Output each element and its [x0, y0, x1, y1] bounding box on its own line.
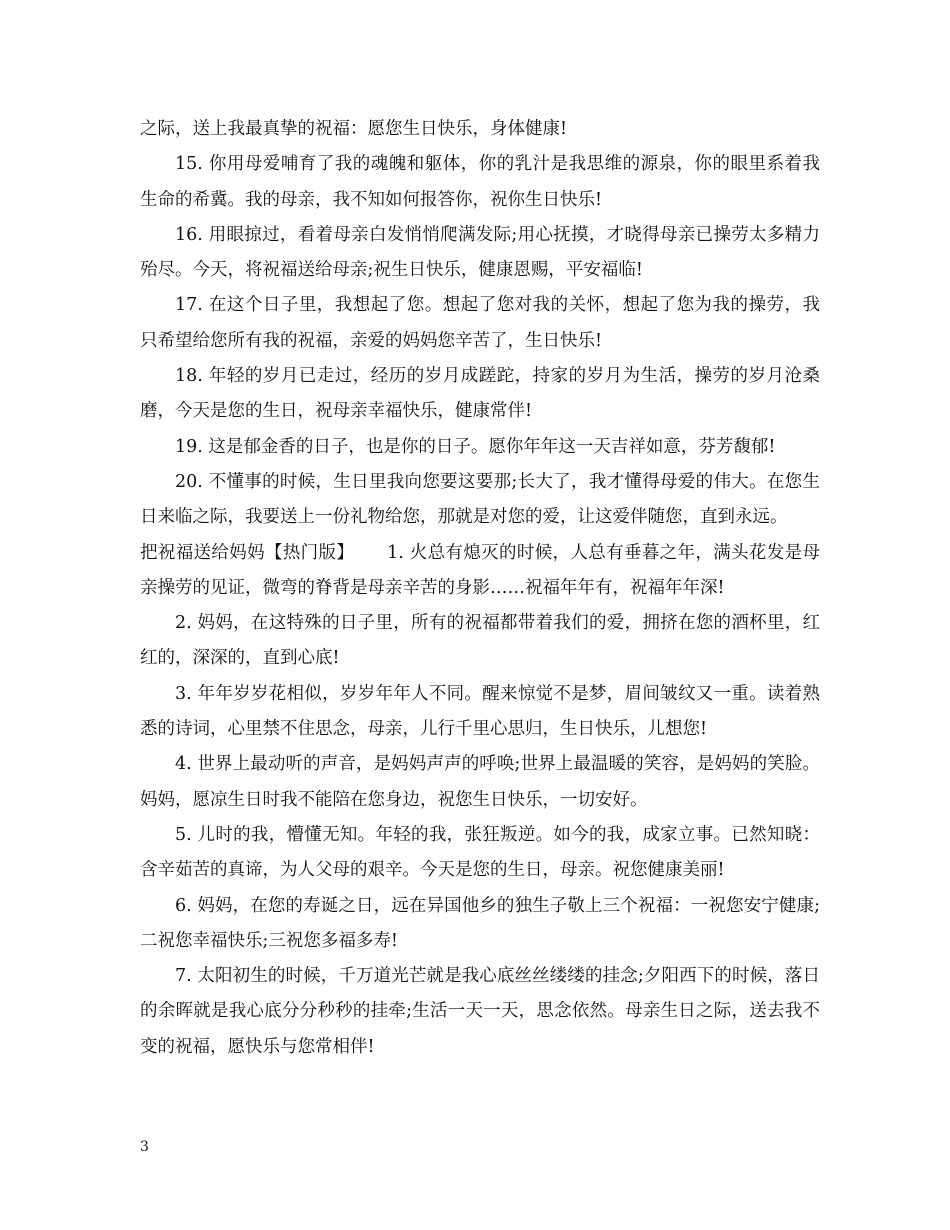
paragraph-12: 6. 妈妈，在您的寿诞之日，远在异国他乡的独生子敬上三个祝福：一祝您安宁健康;二祝您幸福快乐;三祝您多福多寿!	[140, 895, 820, 951]
paragraph-0: 之际，送上我最真挚的祝福：愿您生日快乐，身体健康!	[140, 119, 568, 139]
body-text	[140, 112, 820, 1065]
section-heading-paragraph: 把祝福送给妈妈【热门版】 1. 火总有熄灭的时候，人总有垂暮之年，满头花发是母亲操劳的见证，微弯的脊背是母亲辛苦的身影……祝福年年有，祝福年年深!	[140, 542, 820, 598]
paragraph-9: 3. 年年岁岁花相似，岁岁年年人不同。醒来惊觉不是梦，眉间皱纹又一重。读着熟悉的诗词，心里禁不住思念，母亲，儿行千里心思归，生日快乐，儿想您!	[140, 683, 820, 740]
paragraph-6: 20. 不懂事的时候，生日里我向您要这要那;长大了，我才懂得母爱的伟大。在您生日来临之际，我要送上一份礼物给您，那就是对您的爱，让这爱伴随您，直到永远。	[140, 471, 820, 528]
paragraph-3: 17. 在这个日子里，我想起了您。想起了您对我的关怀，想起了您为我的操劳，我只希望给您所有我的祝福，亲爱的妈妈您辛苦了，生日快乐!	[140, 295, 820, 351]
paragraph-11: 5. 儿时的我，懵懂无知。年轻的我，张狂叛逆。如今的我，成家立事。已然知晓：含辛茹苦的真谛，为人父母的艰辛。今天是您的生日，母亲。祝您健康美丽!	[140, 824, 820, 881]
paragraph-13: 7. 太阳初生的时候，千万道光芒就是我心底丝丝缕缕的挂念;夕阳西下的时候，落日的余晖就是我心底分分秒秒的挂牵;生活一天一天，思念依然。母亲生日之际，送去我不变的祝福，愿快乐与您常相伴!	[140, 966, 820, 1057]
page-number: 3	[140, 1139, 149, 1155]
paragraph-2: 16. 用眼掠过，看着母亲白发悄悄爬满发际;用心抚摸，才晓得母亲已操劳太多精力殆尽。今天，将祝福送给母亲;祝生日快乐，健康恩赐，平安福临!	[140, 224, 820, 281]
paragraph-4: 18. 年轻的岁月已走过，经历的岁月成蹉跎，持家的岁月为生活，操劳的岁月沧桑磨，今天是您的生日，祝母亲幸福快乐，健康常伴!	[140, 366, 820, 422]
paragraph-1: 15. 你用母爱哺育了我的魂魄和躯体，你的乳汁是我思维的源泉，你的眼里系着我生命的希冀。我的母亲，我不知如何报答你，祝你生日快乐!	[140, 154, 820, 210]
paragraph-10: 4. 世界上最动听的声音，是妈妈声声的呼唤;世界上最温暖的笑容，是妈妈的笑脸。妈妈，愿凉生日时我不能陪在您身边，祝您生日快乐，一切安好。	[140, 754, 820, 810]
paragraph-8: 2. 妈妈，在这特殊的日子里，所有的祝福都带着我们的爱，拥挤在您的酒杯里，红红的，深深的，直到心底!	[140, 613, 820, 669]
paragraph-5: 19. 这是郁金香的日子，也是你的日子。愿你年年这一天吉祥如意，芬芳馥郁!	[175, 436, 776, 457]
